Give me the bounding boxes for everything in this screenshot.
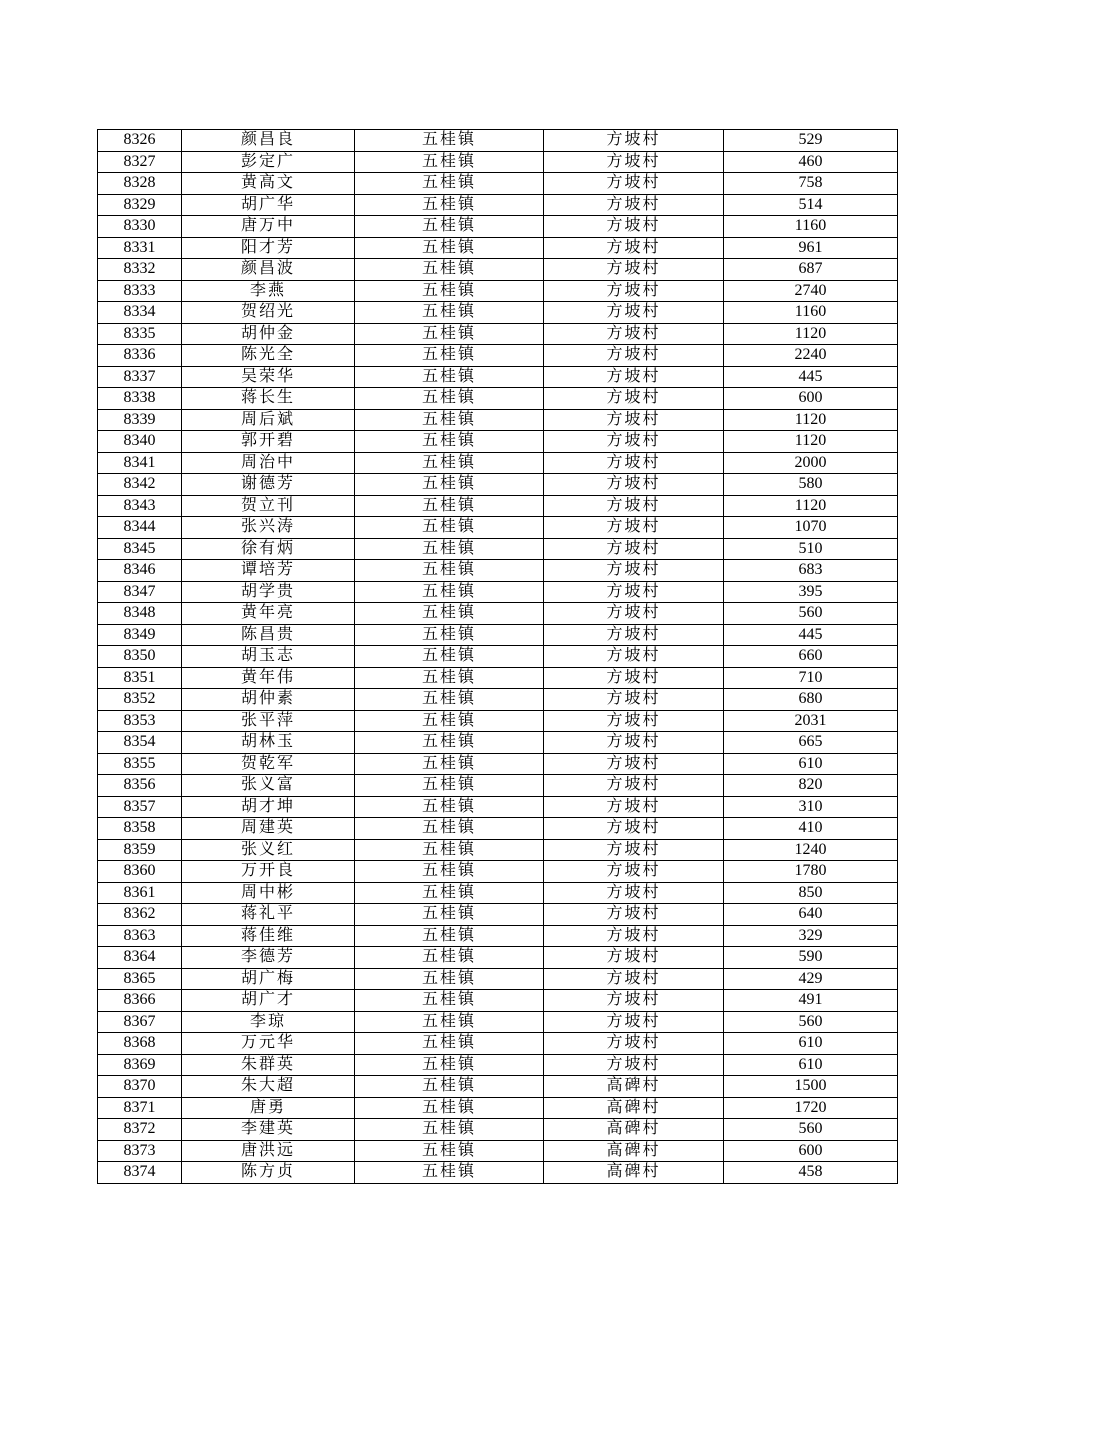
row-number-cell: 8346 [98,560,182,582]
name-cell: 胡广华 [182,194,355,216]
table-row [98,216,898,238]
name-cell: 贺立刊 [182,495,355,517]
amount-cell: 1500 [724,1076,898,1098]
table-row [98,1033,898,1055]
table-row [98,409,898,431]
name-cell: 郭开碧 [182,431,355,453]
town-cell: 五桂镇 [355,861,544,883]
village-cell: 方坡村 [544,925,724,947]
village-cell: 方坡村 [544,990,724,1012]
table-row [98,1140,898,1162]
amount-cell: 458 [724,1162,898,1184]
town-cell: 五桂镇 [355,1011,544,1033]
table-row [98,732,898,754]
amount-cell: 1160 [724,216,898,238]
amount-cell: 820 [724,775,898,797]
name-cell: 张义富 [182,775,355,797]
row-number-cell: 8360 [98,861,182,883]
name-cell: 胡广梅 [182,968,355,990]
village-cell: 高碑村 [544,1140,724,1162]
row-number-cell: 8331 [98,237,182,259]
town-cell: 五桂镇 [355,1140,544,1162]
name-cell: 贺绍光 [182,302,355,324]
amount-cell: 660 [724,646,898,668]
table-row [98,667,898,689]
amount-cell: 395 [724,581,898,603]
amount-cell: 2031 [724,710,898,732]
amount-cell: 460 [724,151,898,173]
village-cell: 方坡村 [544,495,724,517]
row-number-cell: 8326 [98,130,182,152]
amount-cell: 665 [724,732,898,754]
row-number-cell: 8327 [98,151,182,173]
name-cell: 胡仲素 [182,689,355,711]
table-row [98,560,898,582]
table-row [98,624,898,646]
table-row [98,1054,898,1076]
row-number-cell: 8352 [98,689,182,711]
name-cell: 陈光全 [182,345,355,367]
amount-cell: 529 [724,130,898,152]
village-cell: 高碑村 [544,1076,724,1098]
name-cell: 谢德芳 [182,474,355,496]
village-cell: 方坡村 [544,882,724,904]
row-number-cell: 8354 [98,732,182,754]
table-row [98,947,898,969]
town-cell: 五桂镇 [355,216,544,238]
amount-cell: 680 [724,689,898,711]
village-cell: 方坡村 [544,818,724,840]
name-cell: 万开良 [182,861,355,883]
name-cell: 黄高文 [182,173,355,195]
town-cell: 五桂镇 [355,904,544,926]
village-cell: 方坡村 [544,710,724,732]
row-number-cell: 8359 [98,839,182,861]
town-cell: 五桂镇 [355,796,544,818]
table-row [98,1119,898,1141]
row-number-cell: 8337 [98,366,182,388]
name-cell: 周治中 [182,452,355,474]
village-cell: 方坡村 [544,259,724,281]
village-cell: 方坡村 [544,388,724,410]
table-row [98,302,898,324]
name-cell: 颜昌波 [182,259,355,281]
row-number-cell: 8350 [98,646,182,668]
town-cell: 五桂镇 [355,323,544,345]
amount-cell: 329 [724,925,898,947]
row-number-cell: 8371 [98,1097,182,1119]
row-number-cell: 8332 [98,259,182,281]
name-cell: 胡才坤 [182,796,355,818]
amount-cell: 510 [724,538,898,560]
name-cell: 张义红 [182,839,355,861]
village-cell: 方坡村 [544,861,724,883]
town-cell: 五桂镇 [355,259,544,281]
amount-cell: 580 [724,474,898,496]
name-cell: 周建英 [182,818,355,840]
amount-cell: 514 [724,194,898,216]
town-cell: 五桂镇 [355,237,544,259]
table-row [98,990,898,1012]
amount-cell: 683 [724,560,898,582]
row-number-cell: 8336 [98,345,182,367]
name-cell: 唐勇 [182,1097,355,1119]
amount-cell: 850 [724,882,898,904]
amount-cell: 590 [724,947,898,969]
village-cell: 方坡村 [544,775,724,797]
town-cell: 五桂镇 [355,1076,544,1098]
row-number-cell: 8343 [98,495,182,517]
row-number-cell: 8356 [98,775,182,797]
row-number-cell: 8340 [98,431,182,453]
table-row [98,1162,898,1184]
row-number-cell: 8342 [98,474,182,496]
name-cell: 陈方贞 [182,1162,355,1184]
name-cell: 朱大超 [182,1076,355,1098]
amount-cell: 2000 [724,452,898,474]
name-cell: 徐有炳 [182,538,355,560]
amount-cell: 560 [724,603,898,625]
village-cell: 方坡村 [544,904,724,926]
table-row [98,796,898,818]
row-number-cell: 8335 [98,323,182,345]
name-cell: 谭培芳 [182,560,355,582]
table-row [98,194,898,216]
name-cell: 万元华 [182,1033,355,1055]
amount-cell: 600 [724,1140,898,1162]
village-cell: 方坡村 [544,366,724,388]
town-cell: 五桂镇 [355,538,544,560]
table-row [98,710,898,732]
village-cell: 方坡村 [544,517,724,539]
name-cell: 蒋长生 [182,388,355,410]
row-number-cell: 8341 [98,452,182,474]
town-cell: 五桂镇 [355,1119,544,1141]
village-cell: 方坡村 [544,130,724,152]
amount-cell: 610 [724,1033,898,1055]
row-number-cell: 8330 [98,216,182,238]
village-cell: 方坡村 [544,839,724,861]
name-cell: 彭定广 [182,151,355,173]
row-number-cell: 8347 [98,581,182,603]
name-cell: 张兴涛 [182,517,355,539]
town-cell: 五桂镇 [355,151,544,173]
table-row [98,603,898,625]
town-cell: 五桂镇 [355,689,544,711]
name-cell: 胡仲金 [182,323,355,345]
row-number-cell: 8361 [98,882,182,904]
town-cell: 五桂镇 [355,775,544,797]
village-cell: 方坡村 [544,1011,724,1033]
town-cell: 五桂镇 [355,710,544,732]
amount-cell: 1780 [724,861,898,883]
town-cell: 五桂镇 [355,302,544,324]
row-number-cell: 8339 [98,409,182,431]
name-cell: 周后斌 [182,409,355,431]
village-cell: 方坡村 [544,280,724,302]
town-cell: 五桂镇 [355,130,544,152]
row-number-cell: 8363 [98,925,182,947]
village-cell: 方坡村 [544,646,724,668]
town-cell: 五桂镇 [355,624,544,646]
town-cell: 五桂镇 [355,968,544,990]
table-row [98,259,898,281]
town-cell: 五桂镇 [355,345,544,367]
table-row [98,925,898,947]
village-cell: 方坡村 [544,560,724,582]
name-cell: 李燕 [182,280,355,302]
table-row [98,345,898,367]
row-number-cell: 8370 [98,1076,182,1098]
name-cell: 蒋礼平 [182,904,355,926]
name-cell: 唐万中 [182,216,355,238]
town-cell: 五桂镇 [355,280,544,302]
row-number-cell: 8374 [98,1162,182,1184]
amount-cell: 1120 [724,431,898,453]
row-number-cell: 8372 [98,1119,182,1141]
village-cell: 方坡村 [544,603,724,625]
village-cell: 方坡村 [544,302,724,324]
town-cell: 五桂镇 [355,495,544,517]
town-cell: 五桂镇 [355,173,544,195]
amount-cell: 961 [724,237,898,259]
table-row [98,861,898,883]
village-cell: 方坡村 [544,452,724,474]
row-number-cell: 8358 [98,818,182,840]
name-cell: 胡学贵 [182,581,355,603]
table-row [98,495,898,517]
amount-cell: 610 [724,753,898,775]
name-cell: 吴荣华 [182,366,355,388]
town-cell: 五桂镇 [355,560,544,582]
row-number-cell: 8345 [98,538,182,560]
town-cell: 五桂镇 [355,603,544,625]
town-cell: 五桂镇 [355,1054,544,1076]
name-cell: 李德芳 [182,947,355,969]
town-cell: 五桂镇 [355,474,544,496]
amount-cell: 710 [724,667,898,689]
table-row [98,151,898,173]
table-row [98,689,898,711]
table-row [98,1097,898,1119]
name-cell: 朱群英 [182,1054,355,1076]
row-number-cell: 8367 [98,1011,182,1033]
row-number-cell: 8349 [98,624,182,646]
name-cell: 阳才芳 [182,237,355,259]
village-cell: 方坡村 [544,538,724,560]
village-cell: 方坡村 [544,431,724,453]
table-row [98,173,898,195]
name-cell: 陈昌贵 [182,624,355,646]
row-number-cell: 8333 [98,280,182,302]
village-cell: 方坡村 [544,194,724,216]
town-cell: 五桂镇 [355,667,544,689]
amount-cell: 758 [724,173,898,195]
row-number-cell: 8373 [98,1140,182,1162]
table-row [98,839,898,861]
village-cell: 方坡村 [544,624,724,646]
village-cell: 方坡村 [544,323,724,345]
amount-cell: 1070 [724,517,898,539]
town-cell: 五桂镇 [355,194,544,216]
amount-cell: 1120 [724,409,898,431]
name-cell: 黄年亮 [182,603,355,625]
table-row [98,474,898,496]
village-cell: 方坡村 [544,732,724,754]
table-row [98,968,898,990]
amount-cell: 2240 [724,345,898,367]
village-cell: 方坡村 [544,216,724,238]
town-cell: 五桂镇 [355,925,544,947]
amount-cell: 1120 [724,323,898,345]
table-row [98,1011,898,1033]
table-row [98,130,898,152]
name-cell: 周中彬 [182,882,355,904]
town-cell: 五桂镇 [355,1097,544,1119]
town-cell: 五桂镇 [355,1033,544,1055]
village-cell: 方坡村 [544,474,724,496]
table-row [98,753,898,775]
name-cell: 黄年伟 [182,667,355,689]
table-row [98,818,898,840]
village-cell: 方坡村 [544,345,724,367]
table-row [98,452,898,474]
village-cell: 高碑村 [544,1162,724,1184]
amount-cell: 640 [724,904,898,926]
name-cell: 张平萍 [182,710,355,732]
table-body [98,130,898,1184]
village-cell: 方坡村 [544,667,724,689]
name-cell: 李琼 [182,1011,355,1033]
row-number-cell: 8348 [98,603,182,625]
amount-cell: 491 [724,990,898,1012]
table-row [98,366,898,388]
town-cell: 五桂镇 [355,732,544,754]
name-cell: 胡林玉 [182,732,355,754]
village-cell: 方坡村 [544,796,724,818]
table-row [98,882,898,904]
table-row [98,904,898,926]
row-number-cell: 8357 [98,796,182,818]
name-cell: 胡玉志 [182,646,355,668]
village-cell: 方坡村 [544,151,724,173]
amount-cell: 687 [724,259,898,281]
amount-cell: 600 [724,388,898,410]
town-cell: 五桂镇 [355,431,544,453]
town-cell: 五桂镇 [355,839,544,861]
row-number-cell: 8328 [98,173,182,195]
amount-cell: 1720 [724,1097,898,1119]
amount-cell: 610 [724,1054,898,1076]
amount-cell: 2740 [724,280,898,302]
row-number-cell: 8344 [98,517,182,539]
name-cell: 贺乾军 [182,753,355,775]
amount-cell: 560 [724,1119,898,1141]
village-cell: 方坡村 [544,409,724,431]
amount-cell: 410 [724,818,898,840]
town-cell: 五桂镇 [355,646,544,668]
town-cell: 五桂镇 [355,581,544,603]
table-row [98,646,898,668]
row-number-cell: 8366 [98,990,182,1012]
town-cell: 五桂镇 [355,409,544,431]
table-row [98,431,898,453]
town-cell: 五桂镇 [355,366,544,388]
village-cell: 方坡村 [544,689,724,711]
town-cell: 五桂镇 [355,882,544,904]
row-number-cell: 8329 [98,194,182,216]
table-row [98,517,898,539]
amount-cell: 429 [724,968,898,990]
village-cell: 高碑村 [544,1097,724,1119]
town-cell: 五桂镇 [355,517,544,539]
name-cell: 唐洪远 [182,1140,355,1162]
row-number-cell: 8353 [98,710,182,732]
name-cell: 李建英 [182,1119,355,1141]
village-cell: 方坡村 [544,968,724,990]
table-row [98,581,898,603]
table-row [98,538,898,560]
village-cell: 方坡村 [544,237,724,259]
town-cell: 五桂镇 [355,1162,544,1184]
town-cell: 五桂镇 [355,947,544,969]
table-row [98,280,898,302]
town-cell: 五桂镇 [355,388,544,410]
amount-cell: 1160 [724,302,898,324]
row-number-cell: 8368 [98,1033,182,1055]
table-row [98,775,898,797]
village-cell: 方坡村 [544,1054,724,1076]
table-row [98,323,898,345]
table-row [98,1076,898,1098]
amount-cell: 1240 [724,839,898,861]
amount-cell: 560 [724,1011,898,1033]
village-cell: 方坡村 [544,581,724,603]
village-cell: 方坡村 [544,947,724,969]
data-table [97,129,898,1184]
row-number-cell: 8338 [98,388,182,410]
table-row [98,237,898,259]
row-number-cell: 8362 [98,904,182,926]
name-cell: 颜昌良 [182,130,355,152]
amount-cell: 310 [724,796,898,818]
town-cell: 五桂镇 [355,753,544,775]
name-cell: 胡广才 [182,990,355,1012]
town-cell: 五桂镇 [355,990,544,1012]
row-number-cell: 8355 [98,753,182,775]
town-cell: 五桂镇 [355,452,544,474]
village-cell: 高碑村 [544,1119,724,1141]
amount-cell: 445 [724,624,898,646]
row-number-cell: 8364 [98,947,182,969]
name-cell: 蒋佳维 [182,925,355,947]
table-row [98,388,898,410]
amount-cell: 445 [724,366,898,388]
row-number-cell: 8334 [98,302,182,324]
row-number-cell: 8369 [98,1054,182,1076]
amount-cell: 1120 [724,495,898,517]
row-number-cell: 8351 [98,667,182,689]
village-cell: 方坡村 [544,1033,724,1055]
town-cell: 五桂镇 [355,818,544,840]
village-cell: 方坡村 [544,173,724,195]
village-cell: 方坡村 [544,753,724,775]
row-number-cell: 8365 [98,968,182,990]
